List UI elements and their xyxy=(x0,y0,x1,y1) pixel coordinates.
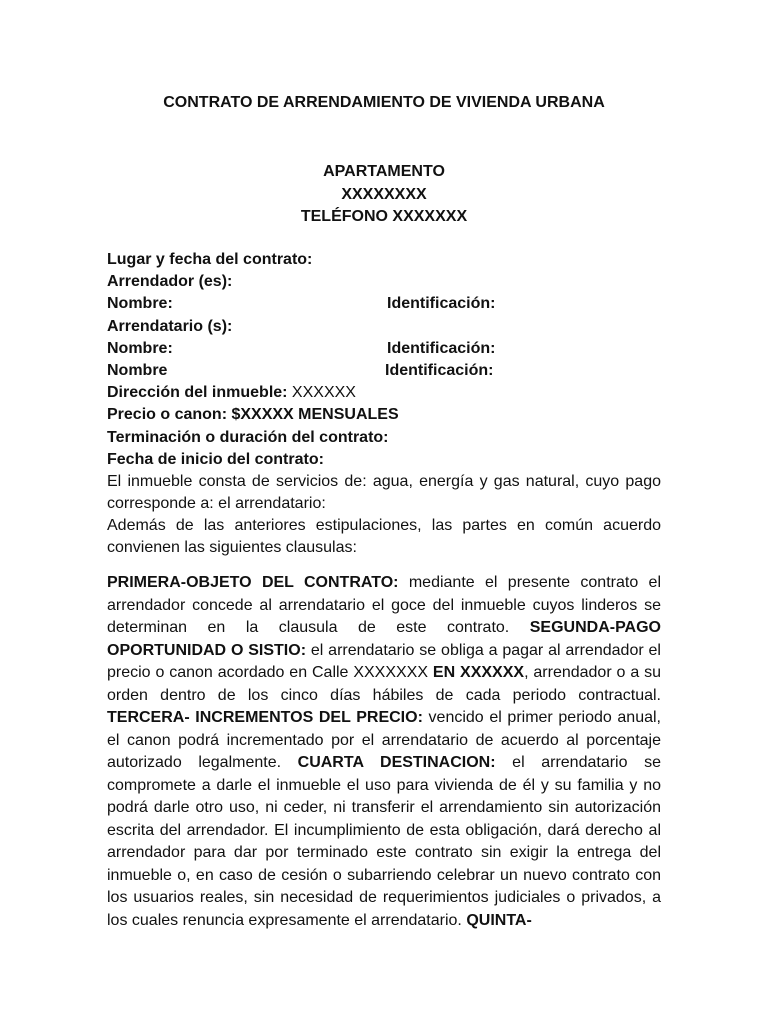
field-identificacion-label: Identificación: xyxy=(385,361,494,379)
clause-segunda-bold: EN XXXXXX xyxy=(432,664,525,681)
field-row-arrendatario-nombre xyxy=(107,338,661,360)
field-terminacion: Terminación o duración del contrato: xyxy=(107,428,389,446)
field-precio: Precio o canon: $XXXXX MENSUALES xyxy=(107,406,399,424)
field-servicios: El inmueble consta de servicios de: agua, energía y gas natural, cuyo pago corresponde a: el arrendatario: xyxy=(107,472,661,512)
clause-tercera-text: vencido el primer periodo anual, el canon podrá incrementado por el arrendatario de acuerdo al porcentaje autorizado legalmente. xyxy=(107,709,661,771)
contract-fields xyxy=(107,249,661,559)
field-direccion-value: XXXXXX xyxy=(287,384,356,402)
clause-segunda-text: el arrendatario se obliga a pagar al arrendador el precio o canon acordado en Calle XXXXXXX xyxy=(107,641,661,681)
clause-cuarta-text: el arrendatario se compromete a darle el inmueble el uso para vivienda de él y su familia y no podrá darle otro uso, ni ceder, ni transferir el arrendamiento sin autorización escrita del arrendador. El incumplimiento de esta obligación, dará derecho al arrendador para dar por terminado este contrato sin exigir la entrega del inmueble o, en caso de cesión o subarriendo celebrar un nuevo contrato con los usuarios reales, sin necesidad de requerimientos judiciales o privados, a los cuales renuncia expresamente el arrendatario. xyxy=(107,754,661,929)
clause-quinta-label: QUINTA- xyxy=(466,911,532,929)
field-nombre-label: Nombre xyxy=(107,361,168,379)
field-direccion-label: Dirección del inmueble: xyxy=(107,384,288,402)
property-type: APARTAMENTO xyxy=(323,163,445,180)
field-lugar-fecha: Lugar y fecha del contrato: xyxy=(107,251,313,268)
field-ademas: Además de las anteriores estipulaciones, las partes en común acuerdo convienen las siguientes clausulas: xyxy=(107,516,661,556)
clause-tercera-label: TERCERA- INCREMENTOS DEL PRECIO: xyxy=(107,709,423,726)
document-title: CONTRATO DE ARRENDAMIENTO DE VIVIENDA URBANA xyxy=(163,94,605,111)
field-row-arrendador-nombre xyxy=(107,293,661,315)
clause-cuarta-label: CUARTA DESTINACION: xyxy=(297,754,496,771)
property-code: XXXXXXXX xyxy=(341,185,427,203)
field-arrendatario: Arrendatario (s): xyxy=(107,317,233,335)
field-fecha-inicio: Fecha de inicio del contrato: xyxy=(107,450,324,468)
field-row-arrendatario-nombre-2 xyxy=(107,360,661,382)
field-nombre-label: Nombre: xyxy=(107,339,173,357)
field-direccion xyxy=(107,382,661,404)
clause-primera-text: mediante el presente contrato el arrendador concede al arrendatario el goce del inmueble cuyos linderos se determinan en la clausula de este contrato. xyxy=(107,574,662,636)
clause-segunda-text-2: , arrendador o a su orden dentro de los cinco días hábiles de cada periodo contractual. xyxy=(107,664,661,704)
field-identificacion-label: Identificación: xyxy=(387,295,496,313)
clause-primera-label: PRIMERA-OBJETO DEL CONTRATO: xyxy=(107,574,399,591)
clause-segunda-label: SEGUNDA-PAGO OPORTUNIDAD O SISTIO: xyxy=(107,619,661,659)
field-arrendador: Arrendador (es): xyxy=(107,273,233,291)
field-identificacion-label: Identificación: xyxy=(387,339,496,357)
property-phone: TELÉFONO XXXXXXX xyxy=(300,208,468,225)
clauses-paragraph xyxy=(107,572,661,932)
property-header xyxy=(0,161,768,229)
field-nombre-label: Nombre: xyxy=(107,295,173,313)
